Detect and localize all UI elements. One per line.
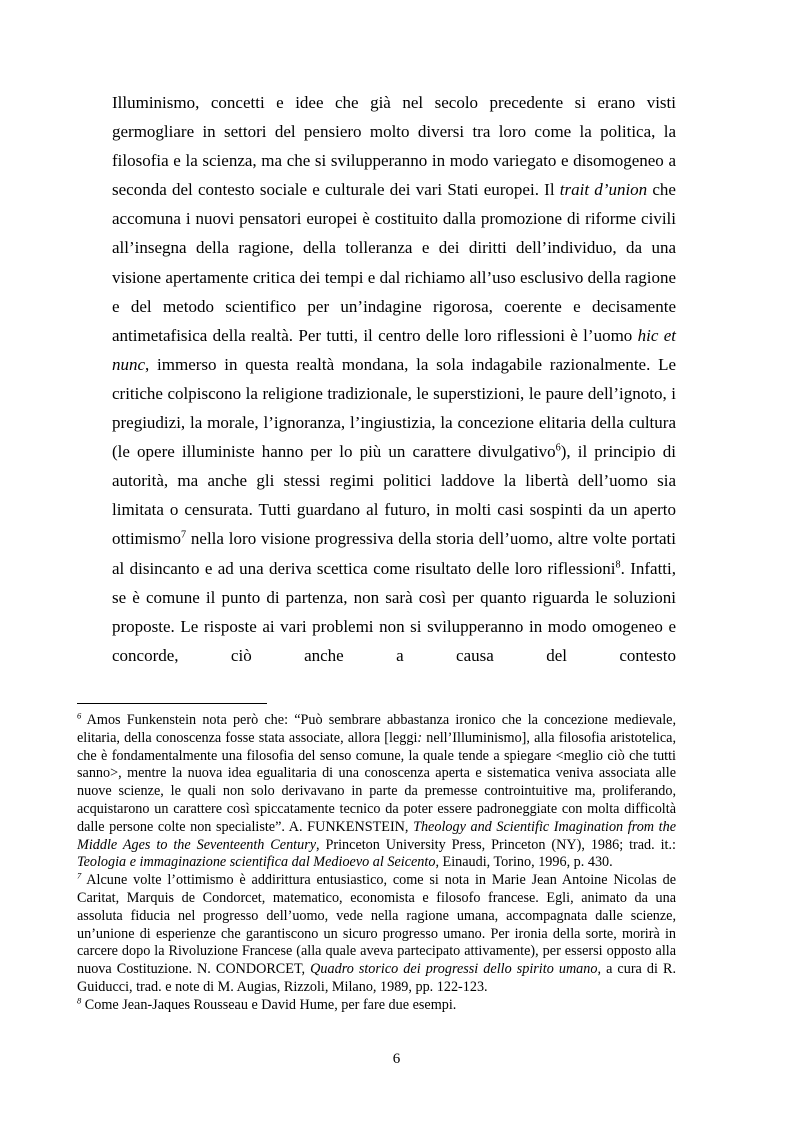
footnote-text: , a cura di R. Guiducci, trad. e note di M. Augias, Rizzoli, Milano, 1989, pp. 122-123.: [77, 961, 676, 995]
footnotes: [77, 712, 676, 1015]
footnote-number: 6: [77, 710, 82, 721]
footnote-text: Come Jean-Jaques Rousseau e David Hume, per fare due esempi.: [81, 996, 457, 1013]
footnote-book-title: Quadro storico dei progressi dello spirito umano: [310, 961, 598, 978]
footnote-7: [77, 872, 676, 997]
footnote-book-title: Theology and Scientific Imagination from the Middle Ages to the Seventeenth Century: [77, 818, 676, 853]
italic-phrase-trait-dunion: trait d’union: [559, 180, 648, 200]
body-paragraph: [112, 88, 676, 670]
footnote-ref-6[interactable]: 6: [555, 442, 561, 454]
footnote-6: [77, 712, 676, 872]
italic-phrase-hic-et-nunc: hic et nunc: [112, 325, 676, 374]
footnote-book-title: Teologia e immaginazione scientifica dal Medioevo al Seicento: [77, 854, 436, 871]
body-text-segment: Illuminismo, concetti e idee che già nel secolo precedente si erano visti germogliare in settori del pensiero molto diversi tra loro come la politica, la filosofia e la scienza, ma che si svilupperanno in modo variegato e disomogeneo a seconda del contesto sociale e culturale dei vari Stati europei. Il: [112, 93, 676, 200]
footnote-text: nell’Illuminismo], alla filosofia aristotelica, che è fondamentalmente una filosofia del senso comune, la quale tende a spiegare <meglio ciò che tutti sanno>, mentre la nuova idea egualitaria di una conoscenza aperta e sistematica veniva associata alle nuove scienze, le quali non solo derivavano in parte da premesse controintuitive ma, proliferando, acquistarono un carattere così spiccatamente tecnico da poter essere padroneggiate con molta difficoltà dalle persone colte non specialiste”. A. FUNKENSTEIN,: [77, 729, 676, 835]
body-text-segment: nella loro visione progressiva della storia dell’uomo, altre volte portati al disincanto e ad una deriva scettica come risultato delle loro riflessioni: [112, 529, 676, 578]
footnote-text: :: [417, 729, 423, 746]
footnote-number: 7: [77, 870, 82, 881]
footnote-text: , Princeton University Press, Princeton (NY), 1986; trad. it.:: [316, 836, 676, 853]
footnote-number: 8: [77, 995, 82, 1006]
body-text-segment: ), il principio di autorità, ma anche gli stessi regimi politici laddove la libertà dell’uomo sia limitata o censurata. Tutti guardano al futuro, in molti casi sospinti da un aperto ottimismo: [112, 442, 676, 549]
body-text-segment: . Infatti, se è comune il punto di partenza, non sarà così per quanto riguarda le soluzioni proposte. Le risposte ai vari problemi non si svilupperanno in modo omogeneo e concorde, ciò anche a causa del contesto: [112, 558, 676, 665]
footnote-text: , Einaudi, Torino, 1996, p. 430.: [435, 854, 613, 871]
body-text-segment: , immerso in questa realtà mondana, la sola indagabile razionalmente. Le critiche colpiscono la religione tradizionale, le superstizioni, le paure dell’ignoto, i pregiudizi, la morale, l’ignoranza, l’ingiustizia, la concezione elitaria della cultura (le opere illuministe hanno per lo più un carattere divulgativo: [112, 354, 676, 462]
footnote-8: [77, 997, 676, 1015]
body-text-segment: che accomuna i nuovi pensatori europei è costituito dalla promozione di riforme civili all’insegna della ragione, della tolleranza e dei diritti dell’individuo, da una visione apertamente critica dei tempi e dal richiamo all’uso esclusivo della ragione e del metodo scientifico per un’indagine rigorosa, coerente e decisamente antimetafisica della realtà. Per tutti, il centro delle loro riflessioni è l’uomo: [112, 180, 676, 345]
footnote-separator: [77, 703, 267, 704]
footnote-ref-7[interactable]: 7: [180, 529, 187, 541]
page-number: 6: [392, 1051, 401, 1067]
footnote-text: Alcune volte l’ottimismo è addirittura entusiastico, come si nota in Marie Jean Antoine Nicolas de Caritat, Marquis de Condorcet, matematico, economista e filosofo francese. Egli, animato da una assoluta fiducia nel progresso dell’uomo, vede nella ragione umana, accompagnata dalle scienze, un’unione di esperienze che garantiscono un sicuro progresso umano. Per ironia della sorte, morirà in carcere dopo la Rivoluzione Francese (alla quale aveva partecipato attivamente), per essersi opposto alla nuova Costituzione. N. CONDORCET,: [77, 872, 676, 978]
footnote-ref-8[interactable]: 8: [615, 558, 621, 570]
footnote-text: Amos Funkenstein nota però che: “Può sembrare abbastanza ironico che la concezione medievale, elitaria, della conoscenza fosse stata associate, allora [leggi: [77, 712, 676, 746]
